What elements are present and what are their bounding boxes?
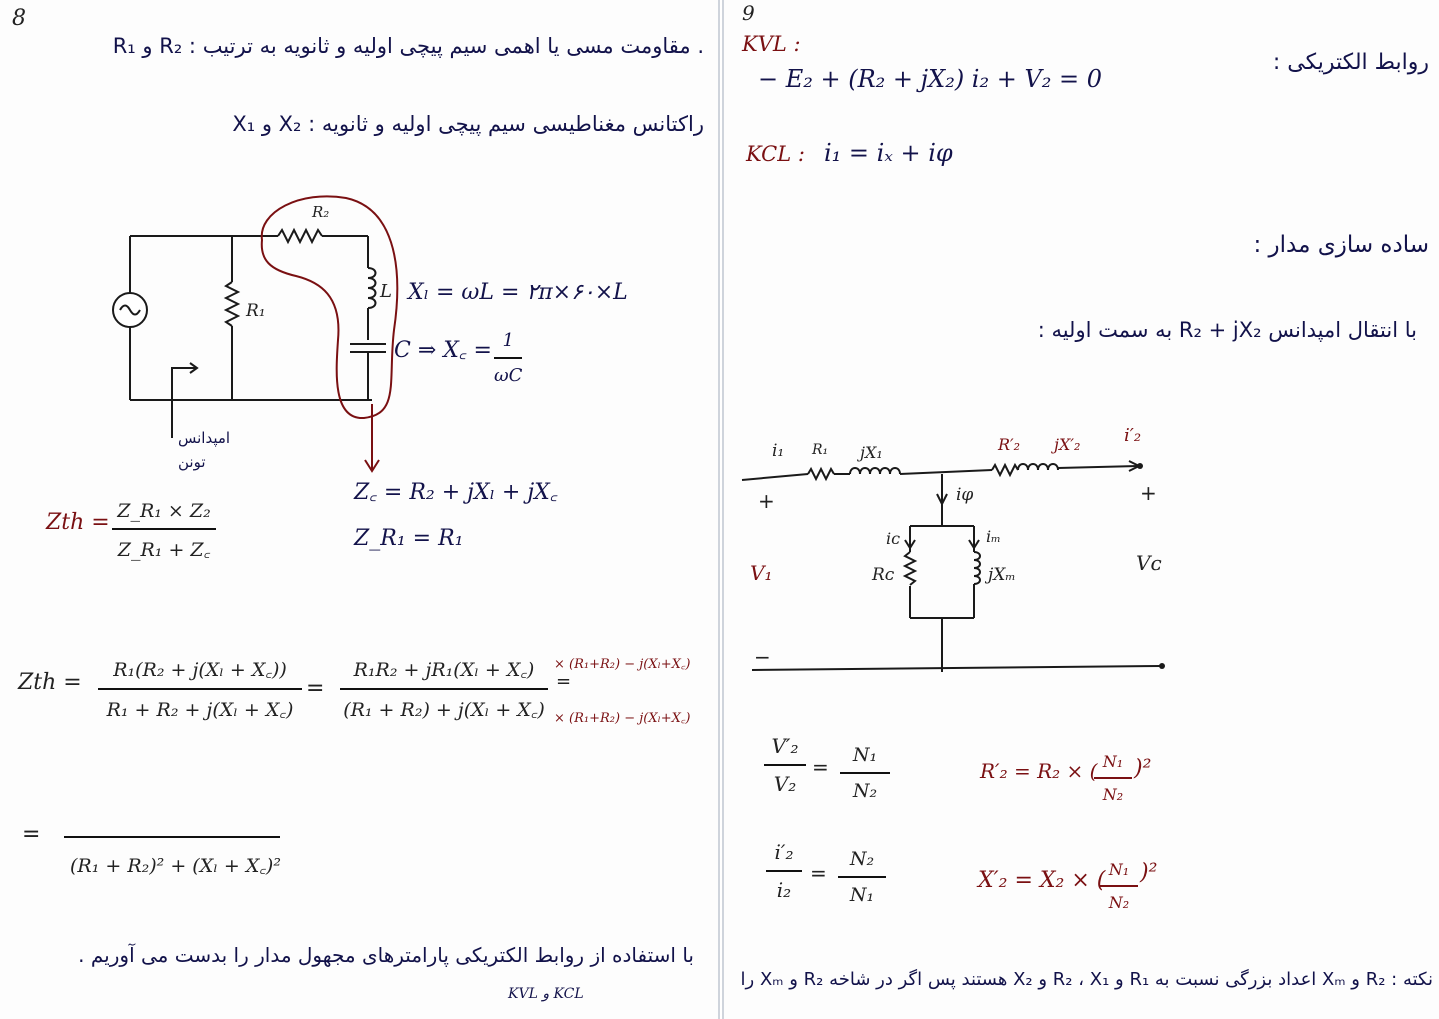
- x2p-num: N₁: [1108, 860, 1130, 879]
- page-number: 8: [12, 6, 26, 31]
- rc-label: Rᴄ: [872, 565, 895, 585]
- equals-sign-3: =: [22, 822, 41, 847]
- kvl-equation: − E₂ + (R₂ + jX₂) i₂ + V₂ = 0: [758, 65, 1103, 93]
- plus-right: +: [1140, 481, 1157, 505]
- i2-prime-label: i′₂: [1124, 425, 1142, 446]
- r1-label: R₁: [812, 442, 829, 458]
- conjugate-multiplier-top: × (R₁+R₂) − j(Xₗ+X꜀): [554, 657, 691, 672]
- n2: N₂: [852, 780, 878, 802]
- x2-prime-eq-rhs: )²: [1140, 860, 1158, 885]
- r2p-den: N₂: [1102, 785, 1124, 804]
- kvl-label: KVL :: [742, 32, 801, 56]
- zth-fraction-1: [112, 500, 216, 562]
- iphi-label: iφ: [956, 485, 974, 505]
- current-ratio-fraction: [766, 840, 802, 902]
- zth-denominator-1: Z_R₁ + Z꜀: [117, 539, 211, 561]
- definition-reactance: X₁ و X₂ : راکتانس مغناطیسی سیم پیچی اولیه و ثانویه: [232, 112, 704, 136]
- zth-denominator-2: R₁ + R₂ + j(Xₗ + X꜀): [106, 699, 294, 721]
- jxm-label: jXₘ: [988, 565, 1016, 585]
- x2-prime-eq-lhs: X′₂ = X₂ × (: [978, 868, 1106, 893]
- x2-prime-fraction: [1100, 860, 1138, 912]
- r2-prime-fraction: [1094, 752, 1132, 804]
- conjugate-multiplier-bottom: × (R₁+R₂) − j(Xₗ+X꜀): [554, 711, 691, 726]
- heading-simplify: ساده سازی مدار :: [1253, 232, 1429, 258]
- v2-prime: V′₂: [771, 734, 799, 758]
- zth-numerator-2: R₁(R₂ + j(Xₗ + X꜀)): [113, 659, 287, 681]
- n1-bottom: N₁: [849, 884, 875, 906]
- zth-denominator-4: (R₁ + R₂)² + (Xₗ + X꜀)²: [70, 855, 281, 877]
- r2p-num: N₁: [1102, 752, 1124, 771]
- zth-fraction-2: [98, 656, 302, 722]
- jx2-prime-label: jX′₂: [1054, 435, 1081, 454]
- x2p-den: N₂: [1108, 893, 1130, 912]
- im-label: iₘ: [986, 527, 1001, 546]
- kvl-kcl-note: KVL و KCL: [508, 986, 584, 1002]
- thevenin-note-1: امپدانس: [178, 429, 231, 447]
- thevenin-note-2: تونن: [178, 453, 206, 471]
- zth-denominator-3: (R₁ + R₂) + j(Xₗ + X꜀): [343, 699, 545, 721]
- minus-left: −: [754, 645, 771, 669]
- i1-label: i₁: [772, 441, 785, 461]
- zth-fraction-3: [340, 656, 548, 722]
- zth-lhs-1: Zth =: [46, 510, 110, 535]
- xc-denominator: ωC: [494, 365, 523, 386]
- i2: i₂: [776, 878, 792, 902]
- zth-numerator-1: Z_R₁ × Z₂: [117, 500, 211, 522]
- equals-i: =: [810, 861, 827, 885]
- vc-label: Vᴄ: [1136, 551, 1162, 575]
- zr1-equation: Z_R₁ = R₁: [354, 526, 464, 551]
- bottom-note-right: نکته : R₂ و Xₘ اعداد بزرگی نسبت به R₁ و R₂ ، X₁ و X₂ هستند پس اگر در شاخه R₂ و Xₘ را: [740, 969, 1433, 990]
- xc-equation: C ⇒ X꜀ =: [394, 338, 492, 363]
- equals-sign-1: =: [306, 676, 325, 701]
- plus-left: +: [758, 489, 775, 513]
- definition-resistance: R₁ و R₂ : مقاومت مسی یا اهمی سیم پیچی اولیه و ثانویه به ترتیب .: [112, 34, 704, 58]
- equals-v: =: [812, 755, 829, 779]
- v2: V₂: [773, 772, 797, 796]
- voltage-ratio-fraction: [764, 734, 806, 796]
- r2-prime-eq-lhs: R′₂ = R₂ × (: [980, 759, 1098, 783]
- zth-numerator-3: R₁R₂ + jR₁(Xₗ + X꜀): [353, 659, 535, 681]
- n2-top: N₂: [849, 848, 875, 870]
- transfer-note: با انتقال امپدانس R₂ + jX₂ به سمت اولیه :: [1037, 318, 1417, 342]
- equals-sign-2: =: [556, 671, 572, 692]
- v1-label: V₁: [750, 561, 773, 585]
- jx1-label: jX₁: [860, 443, 883, 462]
- equivalent-circuit-diagram: [724, 0, 1439, 1019]
- turns-ratio-i: [838, 848, 886, 906]
- xc-fraction: [494, 330, 522, 386]
- zth-lhs-2: Zth =: [18, 670, 82, 695]
- ic-label: iᴄ: [886, 529, 901, 548]
- zc-equation: Z꜀ = R₂ + jXₗ + jX꜀: [354, 480, 558, 505]
- fraction-bar: [64, 836, 280, 838]
- xl-equation: Xₗ = ωL = ۲π×۶۰×L: [408, 280, 628, 305]
- n1: N₁: [852, 744, 878, 766]
- right-page: [722, 0, 1439, 1019]
- r2-prime-label: R′₂: [998, 435, 1021, 454]
- kcl-label: KCL :: [746, 142, 805, 166]
- bottom-note-left: با استفاده از روابط الکتریکی پارامترهای مجهول مدار را بدست می آوریم .: [78, 943, 694, 967]
- r2-label: R₂: [312, 203, 330, 221]
- i2-prime: i′₂: [774, 840, 794, 864]
- inductor-label: L: [380, 281, 392, 302]
- page-number: 9: [742, 1, 755, 25]
- kcl-equation: i₁ = iₓ + iφ: [824, 139, 953, 167]
- xc-numerator: 1: [502, 330, 514, 351]
- r2-prime-eq-rhs: )²: [1134, 756, 1152, 781]
- turns-ratio-v: [840, 744, 890, 802]
- r1-label: R₁: [246, 301, 266, 321]
- heading-relations: روابط الکتریکی :: [1272, 50, 1429, 75]
